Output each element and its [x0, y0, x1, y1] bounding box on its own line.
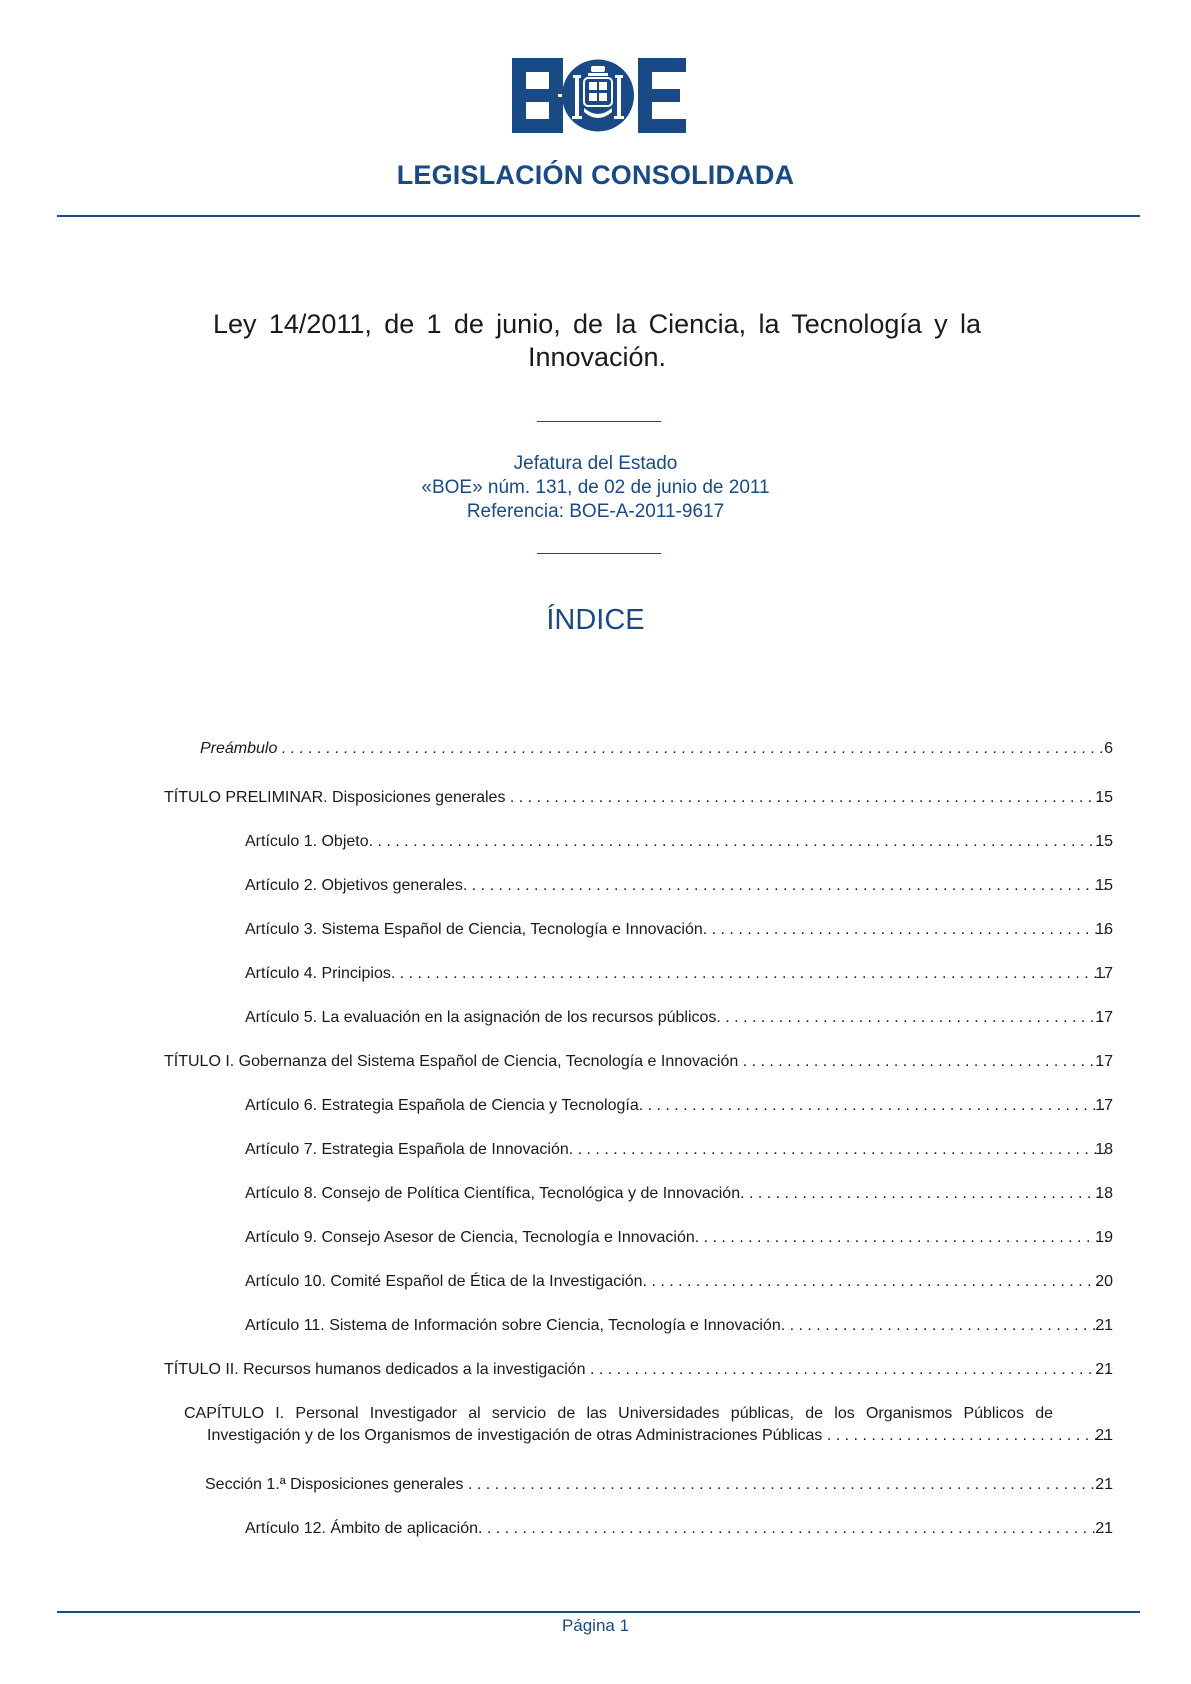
- toc-entry-text: Artículo 6. Estrategia Española de Ciencia y Tecnología. . . .: [245, 1095, 1109, 1117]
- toc-entry-text: TÍTULO PRELIMINAR. Disposiciones generales . . .: [164, 787, 1109, 809]
- toc-entry-page: 17: [1095, 1097, 1113, 1114]
- toc-entry-page: 17: [1095, 1053, 1113, 1070]
- toc-entry[interactable]: [205, 1474, 1191, 1496]
- toc-entry-page: 21: [1095, 1361, 1113, 1378]
- toc-entry-text: Artículo 2. Objetivos generales. . . .: [245, 875, 1109, 897]
- toc-entry[interactable]: [245, 919, 1191, 941]
- toc-entry-page: 21: [1095, 1317, 1113, 1334]
- toc-entry-text: Artículo 7. Estrategia Española de Innovación. . . .: [245, 1139, 1109, 1161]
- toc-entry[interactable]: [245, 1271, 1191, 1293]
- short-divider: [537, 553, 661, 554]
- document-metadata: [0, 452, 1191, 524]
- toc-entry[interactable]: [200, 738, 1191, 760]
- reference: Referencia: BOE-A-2011-9617: [466, 501, 725, 522]
- toc-entry[interactable]: [245, 1227, 1191, 1249]
- toc-entry-page: 6: [1104, 740, 1113, 757]
- toc-entry[interactable]: [245, 831, 1191, 853]
- toc-entry-text: Artículo 3. Sistema Español de Ciencia, Tecnología e Innovación. . . .: [245, 919, 1109, 941]
- toc-entry-page: 20: [1095, 1273, 1113, 1290]
- toc-entry-chapter[interactable]: [184, 1403, 1191, 1447]
- document-title: Ley 14/2011, de 1 de junio, de la Ciencia, la Tecnología y la Innovación.: [213, 309, 981, 372]
- toc-entry[interactable]: [164, 1051, 1191, 1073]
- toc-entry-page: 21: [1095, 1427, 1113, 1444]
- toc-entry[interactable]: [245, 875, 1191, 897]
- toc-entry[interactable]: [245, 1139, 1191, 1161]
- toc-entry[interactable]: [245, 1007, 1191, 1029]
- toc-entry[interactable]: [245, 1183, 1191, 1205]
- header-divider: [57, 215, 1140, 217]
- toc-entry-page: 17: [1095, 965, 1113, 982]
- bulletin: «BOE» núm. 131, de 02 de junio de 2011: [421, 477, 770, 498]
- toc-entry[interactable]: [164, 787, 1191, 809]
- toc-entry-page: 15: [1095, 833, 1113, 850]
- toc-entry-continuation: [207, 1425, 1191, 1447]
- toc-entry-text: Artículo 9. Consejo Asesor de Ciencia, Tecnología e Innovación. . . .: [245, 1227, 1109, 1249]
- toc-entry-text: Preámbulo . . .: [200, 738, 1109, 760]
- toc-entry-page: 15: [1095, 877, 1113, 894]
- toc-entry-page: 19: [1095, 1229, 1113, 1246]
- index-heading: ÍNDICE: [546, 604, 645, 636]
- toc-entry-text: TÍTULO I. Gobernanza del Sistema Español de Ciencia, Tecnología e Innovación . . .: [164, 1051, 1109, 1073]
- toc-entry-text: Artículo 1. Objeto. . . .: [245, 831, 1109, 853]
- toc-entry-text: Artículo 5. La evaluación en la asignación de los recursos públicos. . . .: [245, 1007, 1109, 1029]
- toc-entry-text: TÍTULO II. Recursos humanos dedicados a la investigación . . .: [164, 1359, 1109, 1381]
- toc-entry-page: 18: [1095, 1185, 1113, 1202]
- issuer: Jefatura del Estado: [513, 453, 678, 474]
- boe-logo: [512, 58, 686, 133]
- toc-entry-text: Artículo 8. Consejo de Política Científica, Tecnológica y de Innovación. . . .: [245, 1183, 1109, 1205]
- toc-entry[interactable]: [245, 1095, 1191, 1117]
- toc-entry[interactable]: [245, 963, 1191, 985]
- toc-entry-text: Investigación y de los Organismos de investigación de otras Administraciones Públicas . . .: [207, 1425, 1109, 1447]
- header-title: LEGISLACIÓN CONSOLIDADA: [396, 160, 795, 190]
- page-number: Página 1: [561, 1616, 630, 1635]
- toc-entry[interactable]: [245, 1518, 1191, 1540]
- toc-entry-text: Artículo 12. Ámbito de aplicación. . . .: [245, 1518, 1109, 1540]
- toc-entry-page: 17: [1095, 1009, 1113, 1026]
- toc-entry[interactable]: [245, 1315, 1191, 1337]
- short-divider: [537, 421, 661, 422]
- footer-divider: [57, 1611, 1140, 1613]
- toc-entry-page: 21: [1095, 1476, 1113, 1493]
- toc-entry-page: 18: [1095, 1141, 1113, 1158]
- toc-entry-text: Sección 1.ª Disposiciones generales . . .: [205, 1474, 1109, 1496]
- toc-entry-page: 15: [1095, 789, 1113, 806]
- toc-entry-text: Artículo 11. Sistema de Información sobre Ciencia, Tecnología e Innovación. . . .: [245, 1315, 1109, 1337]
- toc-entry-text: CAPÍTULO I. Personal Investigador al servicio de las Universidades públicas, de los Organismos Públicos de: [184, 1405, 1053, 1422]
- toc-entry-text: Artículo 4. Principios. . . .: [245, 963, 1109, 985]
- toc-entry-page: 16: [1095, 921, 1113, 938]
- toc-entry-page: 21: [1095, 1520, 1113, 1537]
- toc-entry-text: Artículo 10. Comité Español de Ética de la Investigación. . . .: [245, 1271, 1109, 1293]
- toc-entry[interactable]: [164, 1359, 1191, 1381]
